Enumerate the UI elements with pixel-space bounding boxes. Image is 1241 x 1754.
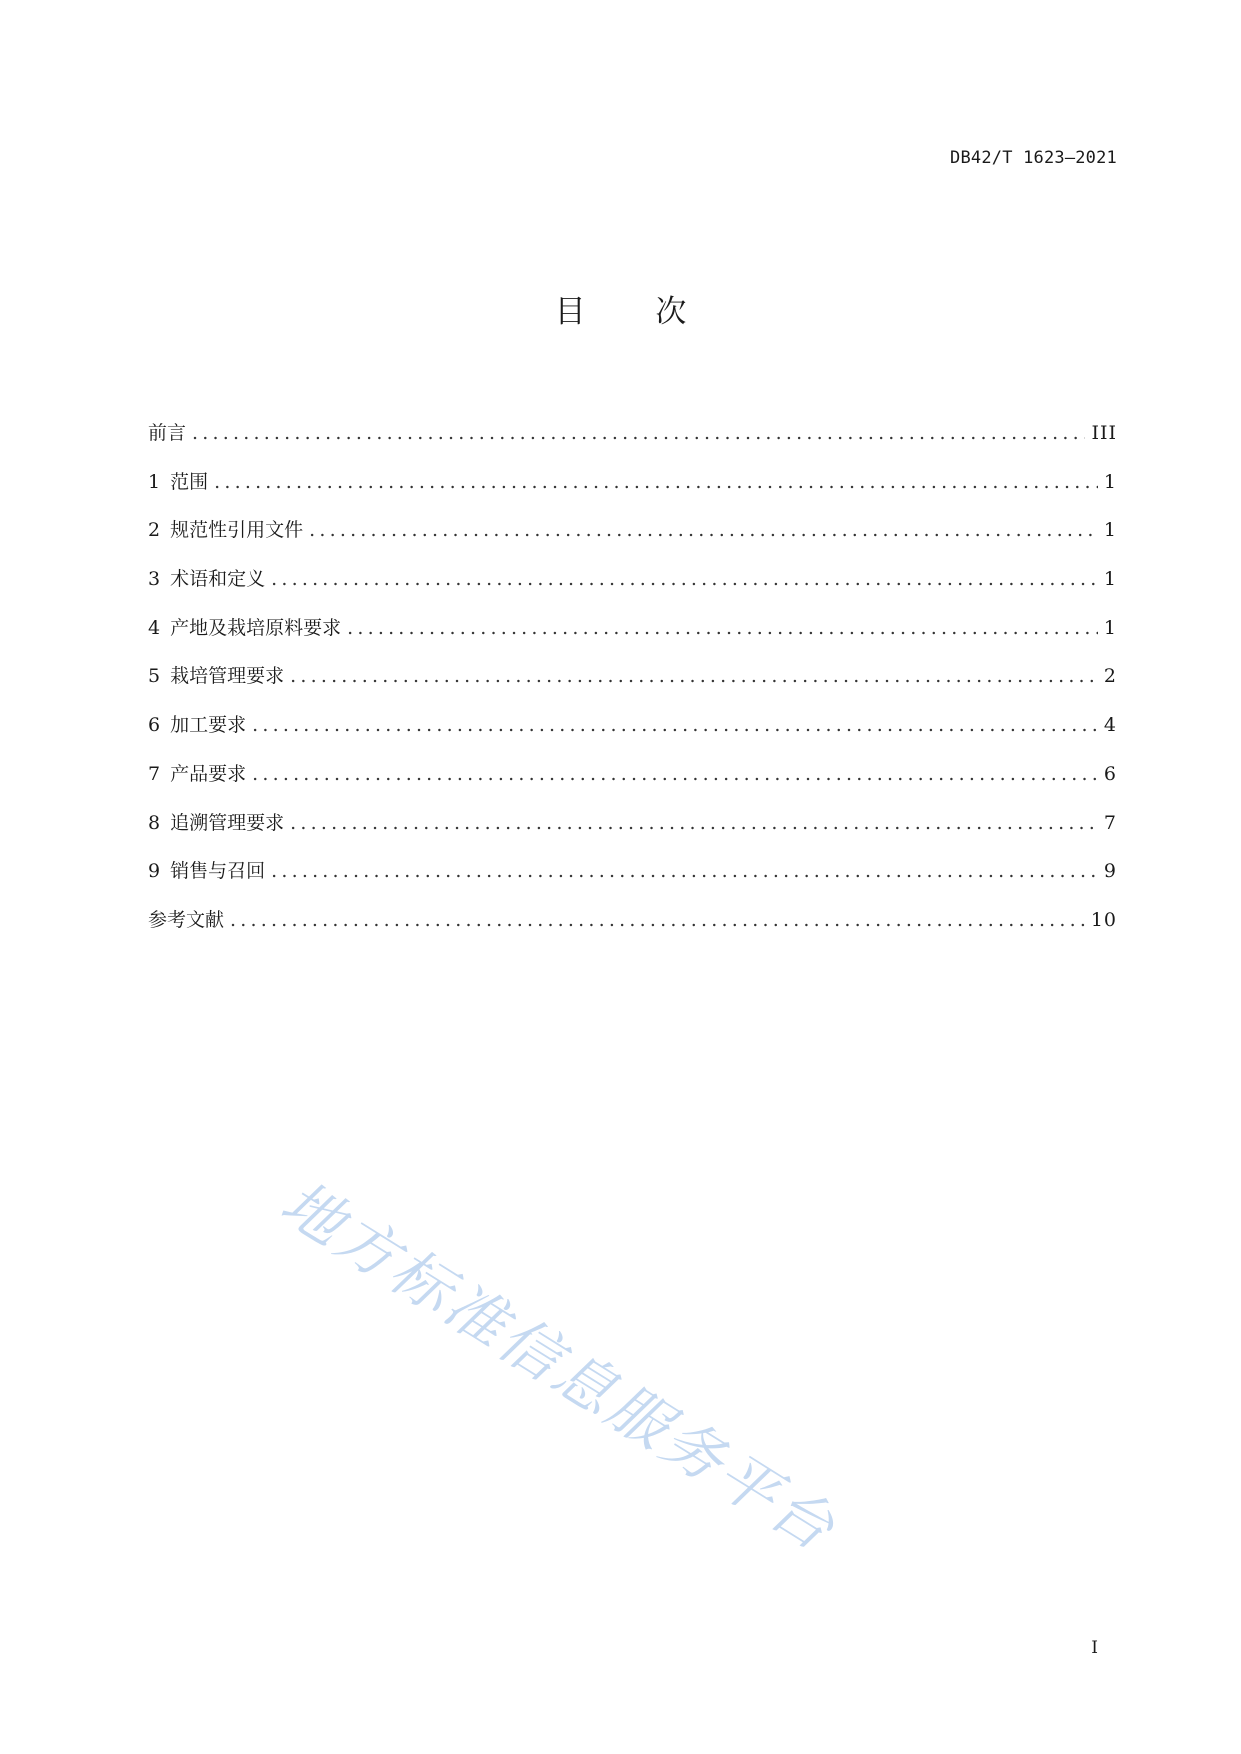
toc-entry-normative-references[interactable] [148, 515, 1117, 564]
toc-entry-processing[interactable] [148, 710, 1117, 759]
toc-entry-label: 追溯管理要求 [170, 811, 285, 834]
toc-dot-leader [271, 568, 1098, 590]
toc-entry-number: 5 [148, 665, 161, 688]
toc-entry-page: 1 [1103, 616, 1117, 639]
toc-entry-sales-recall[interactable] [148, 856, 1117, 905]
toc-entry-traceability[interactable] [148, 808, 1117, 857]
toc-entry-number: 9 [148, 860, 161, 883]
toc-entry-label: 产品要求 [170, 762, 247, 785]
toc-entry-page: 4 [1103, 714, 1117, 737]
toc-dot-leader [230, 909, 1085, 931]
toc-entry-foreword[interactable] [148, 418, 1117, 467]
toc-entry-page: 9 [1103, 860, 1117, 883]
toc-entry-label: 销售与召回 [170, 860, 266, 883]
toc-title: 目 次 [554, 294, 717, 330]
toc-dot-leader [252, 714, 1098, 736]
toc-entry-number: 4 [148, 616, 161, 639]
toc-entry-label: 前言 [148, 422, 187, 444]
toc-entry-terms-definitions[interactable] [148, 564, 1117, 613]
toc-entry-label: 栽培管理要求 [170, 665, 285, 688]
toc-entry-page: 1 [1103, 568, 1117, 591]
toc-dot-leader [290, 812, 1098, 834]
toc-entry-number: 7 [148, 762, 161, 785]
toc-entry-page: III [1091, 422, 1117, 444]
toc-entry-label: 参考文献 [148, 908, 225, 931]
toc-dot-leader [347, 617, 1098, 639]
toc-entry-label: 加工要求 [170, 714, 247, 737]
toc-dot-leader [252, 763, 1098, 785]
toc-entry-page: 1 [1103, 470, 1117, 493]
toc-entry-label: 产地及栽培原料要求 [170, 616, 342, 639]
page-number: I [1091, 1638, 1098, 1658]
toc-entry-product[interactable] [148, 759, 1117, 808]
table-of-contents [148, 418, 1117, 954]
toc-dot-leader [214, 471, 1098, 493]
toc-entry-scope[interactable] [148, 467, 1117, 516]
document-code: DB42/T 1623—2021 [950, 148, 1117, 168]
toc-entry-number: 8 [148, 811, 161, 834]
toc-entry-label: 范围 [170, 470, 209, 493]
toc-entry-bibliography[interactable] [148, 905, 1117, 954]
watermark: 地方标准信息服务平台 [268, 1167, 849, 1567]
toc-dot-leader [271, 860, 1098, 882]
toc-dot-leader [192, 422, 1085, 444]
toc-entry-page: 7 [1103, 811, 1117, 834]
toc-entry-number: 1 [148, 470, 161, 493]
toc-entry-page: 10 [1090, 908, 1117, 931]
toc-dot-leader [309, 519, 1098, 541]
toc-entry-number: 2 [148, 519, 161, 542]
toc-entry-page: 2 [1103, 665, 1117, 688]
toc-entry-number: 6 [148, 714, 161, 737]
toc-entry-cultivation-management[interactable] [148, 661, 1117, 710]
toc-dot-leader [290, 665, 1098, 687]
toc-entry-label: 术语和定义 [170, 568, 266, 591]
toc-entry-page: 6 [1103, 762, 1117, 785]
toc-entry-origin-materials[interactable] [148, 613, 1117, 662]
toc-entry-number: 3 [148, 568, 161, 591]
toc-entry-page: 1 [1103, 519, 1117, 542]
toc-entry-label: 规范性引用文件 [170, 519, 304, 542]
